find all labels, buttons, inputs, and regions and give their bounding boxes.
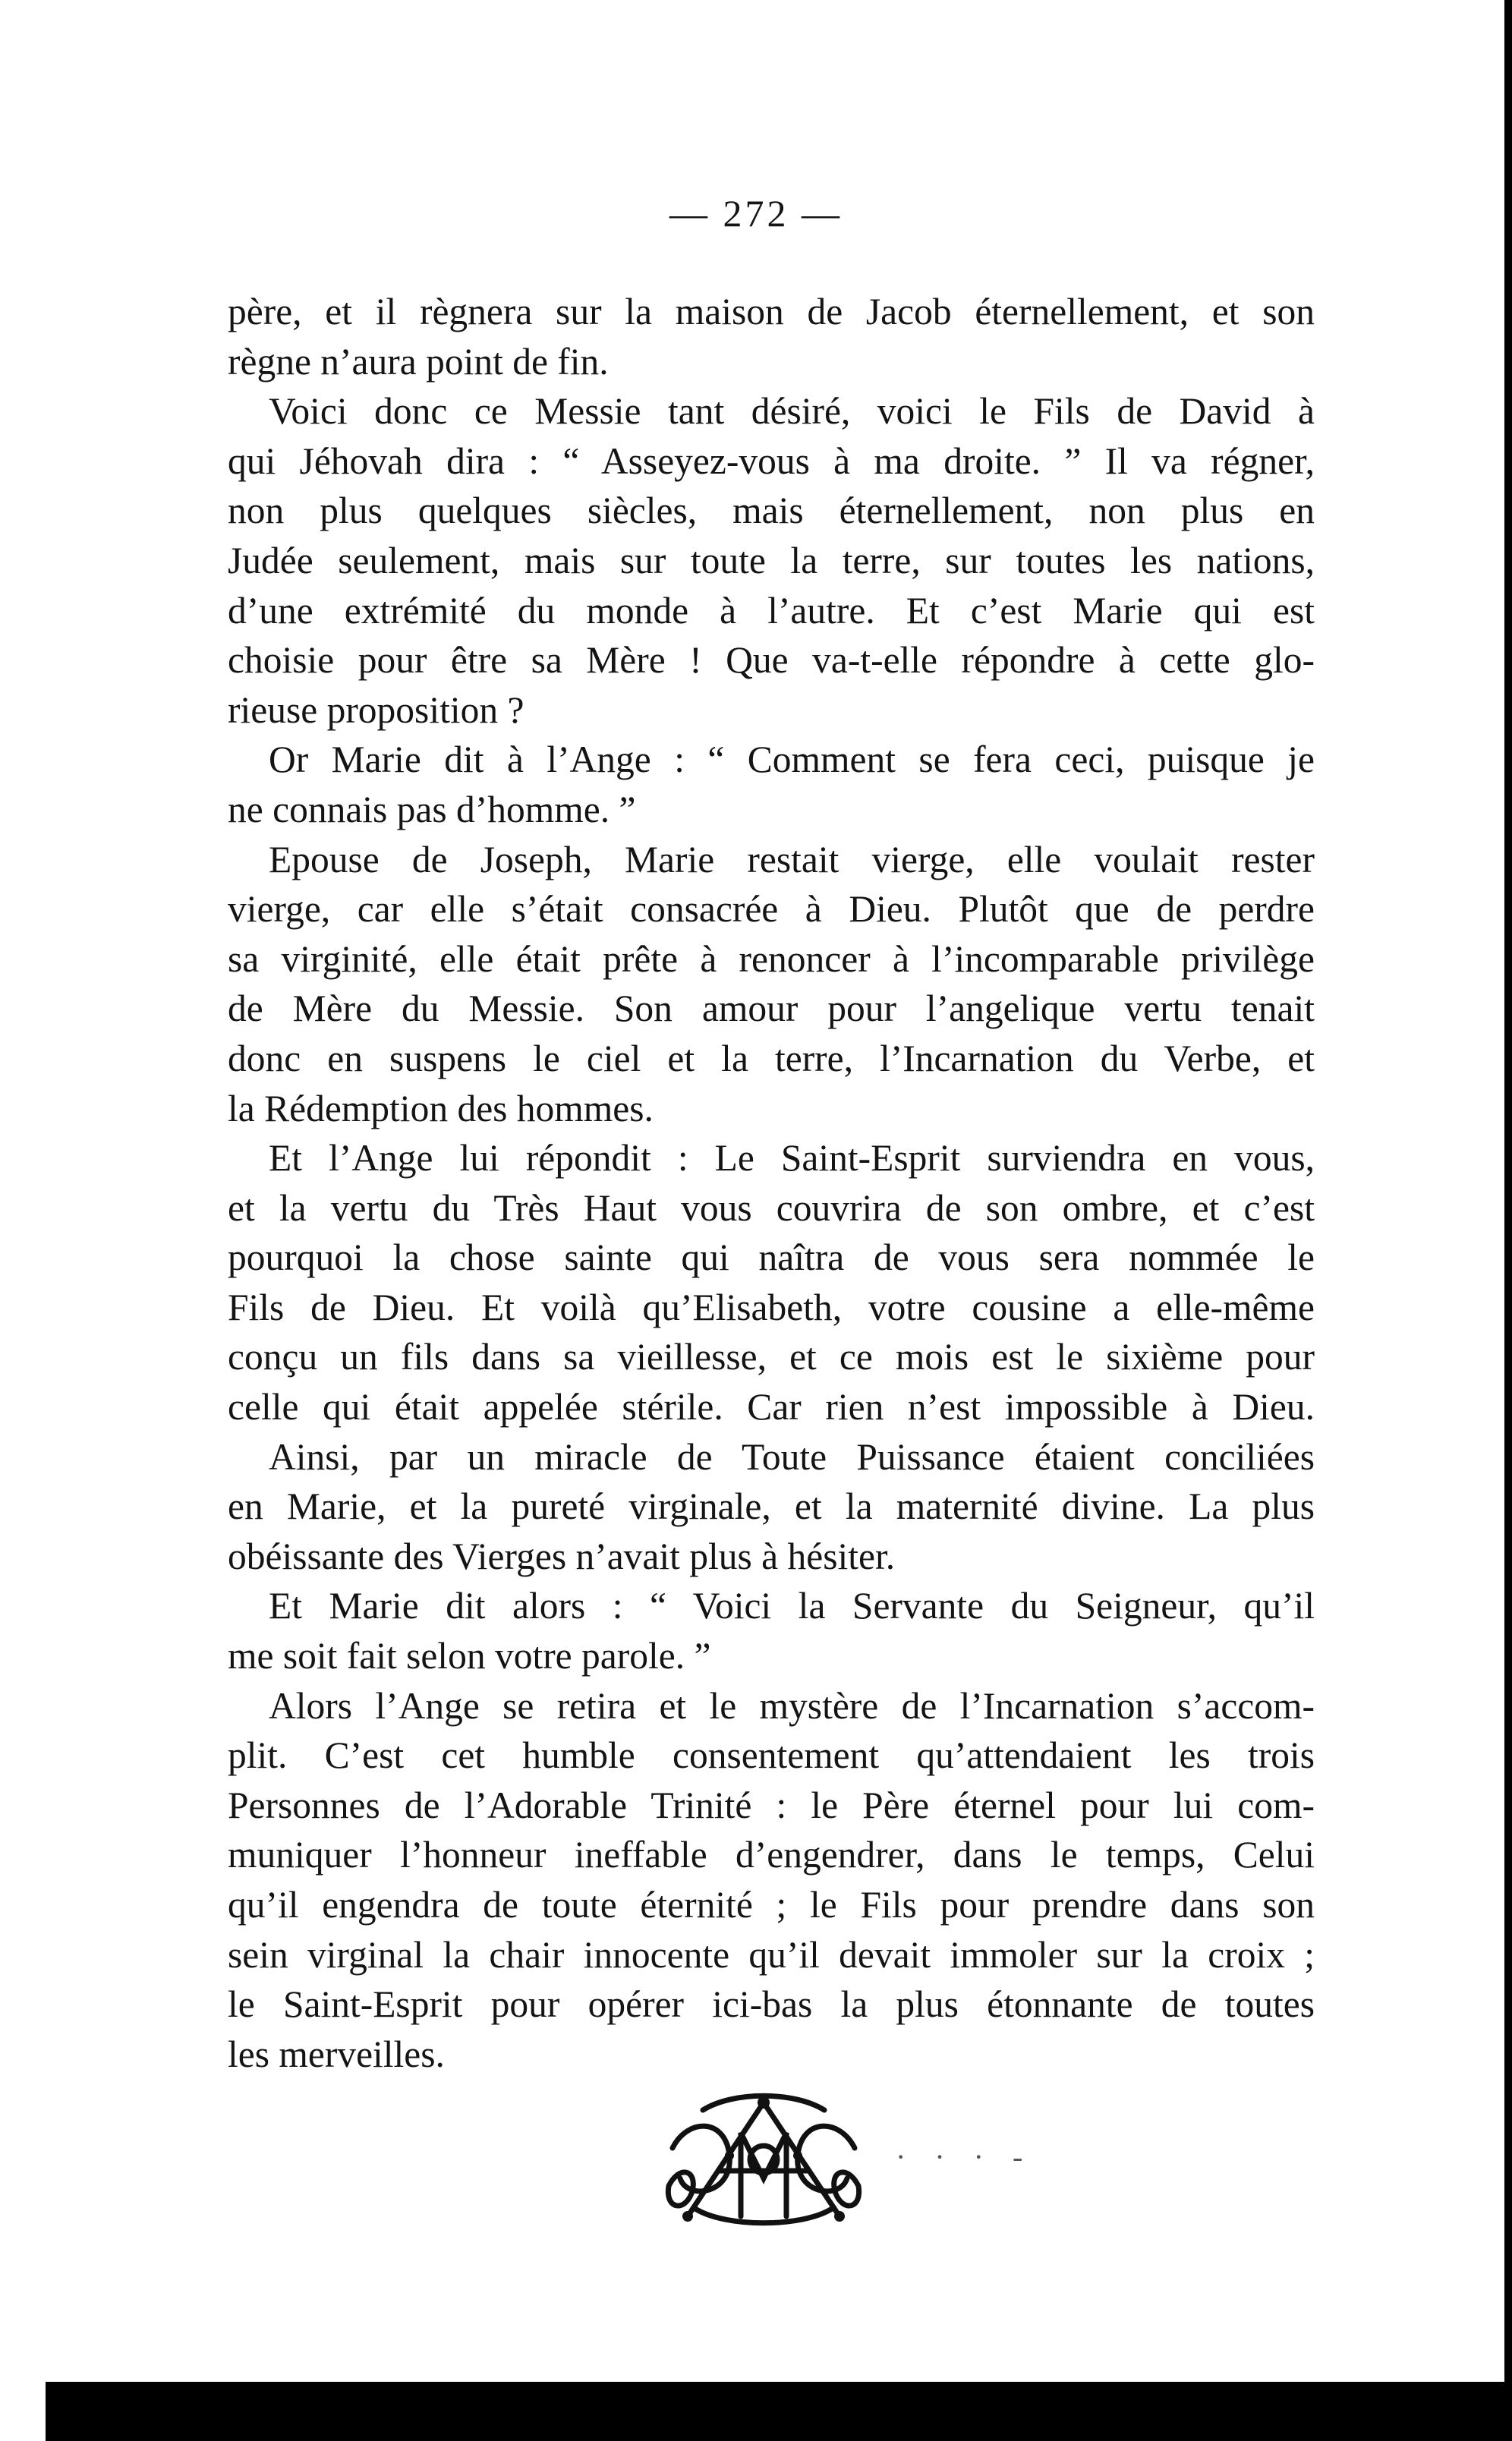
text-line: Et Marie dit alors : “ Voici la Servante du Seigneur, qu’il xyxy=(269,1585,1315,1627)
text-line: plit. C’est cet humble consentement qu’attendaient les trois xyxy=(228,1734,1315,1777)
text-line: Personnes de l’Adorable Trinité : le Père éternel pour lui com- xyxy=(228,1784,1315,1826)
body-text xyxy=(228,287,1315,2079)
text-line: Fils de Dieu. Et voilà qu’Elisabeth, votre cousine a elle-même xyxy=(228,1286,1315,1328)
text-line: non plus quelques siècles, mais éternellement, non plus en xyxy=(228,490,1315,532)
text-line: muniquer l’honneur ineffable d’engendrer, dans le temps, Celui xyxy=(228,1834,1315,1876)
ornament-trailing-dots: · · · - xyxy=(896,2140,1034,2174)
text-line: et la vertu du Très Haut vous couvrira de son ombre, et c’est xyxy=(228,1186,1315,1229)
text-line: sein virginal la chair innocente qu’il devait immoler sur la croix ; xyxy=(228,1933,1315,1976)
text-line: en Marie, et la pureté virginale, et la maternité divine. La plus xyxy=(228,1485,1315,1528)
text-line: père, et il règnera sur la maison de Jacob éternellement, et son xyxy=(228,291,1315,332)
text-line: vierge, car elle s’était consacrée à Dieu. Plutôt que de perdre xyxy=(228,888,1315,931)
text-line: conçu un fils dans sa vieillesse, et ce mois est le sixième pour xyxy=(228,1336,1315,1378)
text-line: qu’il engendra de toute éternité ; le Fils pour prendre dans son xyxy=(228,1884,1315,1926)
text-line: Voici donc ce Messie tant désiré, voici le Fils de David à xyxy=(269,390,1315,433)
marian-monogram-icon xyxy=(657,2087,870,2232)
text-line: Alors l’Ange se retira et le mystère de l’Incarnation s’accom- xyxy=(269,1684,1315,1727)
text-line: qui Jéhovah dira : “ Asseyez-vous à ma droite. ” Il va régner, xyxy=(228,439,1315,482)
text-line: Ainsi, par un miracle de Toute Puissance étaient conciliées xyxy=(269,1435,1315,1478)
text-line: ne connais pas d’homme. ” xyxy=(228,788,636,830)
text-line: obéissante des Vierges n’avait plus à hésiter. xyxy=(228,1535,896,1577)
text-line: le Saint-Esprit pour opérer ici-bas la plus étonnante de toutes xyxy=(228,1983,1315,2026)
text-line: Judée seulement, mais sur toute la terre, sur toutes les nations, xyxy=(228,539,1315,581)
text-line: celle qui était appelée stérile. Car rien n’est impossible à Dieu. xyxy=(228,1386,1315,1428)
text-line: choisie pour être sa Mère ! Que va-t-elle répondre à cette glo- xyxy=(228,639,1315,682)
text-line: d’une extrémité du monde à l’autre. Et c’est Marie qui est xyxy=(228,589,1315,632)
text-line: Or Marie dit à l’Ange : “ Comment se fera ceci, puisque je xyxy=(269,739,1315,781)
page-right-border xyxy=(1504,0,1512,2441)
text-line: la Rédemption des hommes. xyxy=(228,1087,654,1129)
text-line: les merveilles. xyxy=(228,2033,445,2075)
text-line: rieuse proposition ? xyxy=(228,688,524,731)
text-line: Et l’Ange lui répondit : Le Saint-Esprit surviendra en vous, xyxy=(269,1137,1315,1180)
text-line: me soit fait selon votre parole. ” xyxy=(228,1635,711,1677)
text-line: Epouse de Joseph, Marie restait vierge, elle voulait rester xyxy=(269,838,1315,880)
text-line: sa virginité, elle était prête à renoncer à l’incomparable privilège xyxy=(228,937,1315,980)
page-number: — 272 — xyxy=(669,192,843,235)
text-line: pourquoi la chose sainte qui naîtra de vous sera nommée le xyxy=(228,1236,1315,1279)
text-line: donc en suspens le ciel et la terre, l’Incarnation du Verbe, et xyxy=(228,1037,1315,1079)
page-bottom-border xyxy=(46,2382,1512,2441)
text-line: règne n’aura point de fin. xyxy=(228,340,609,383)
text-line: de Mère du Messie. Son amour pour l’angelique vertu tenait xyxy=(228,987,1315,1030)
